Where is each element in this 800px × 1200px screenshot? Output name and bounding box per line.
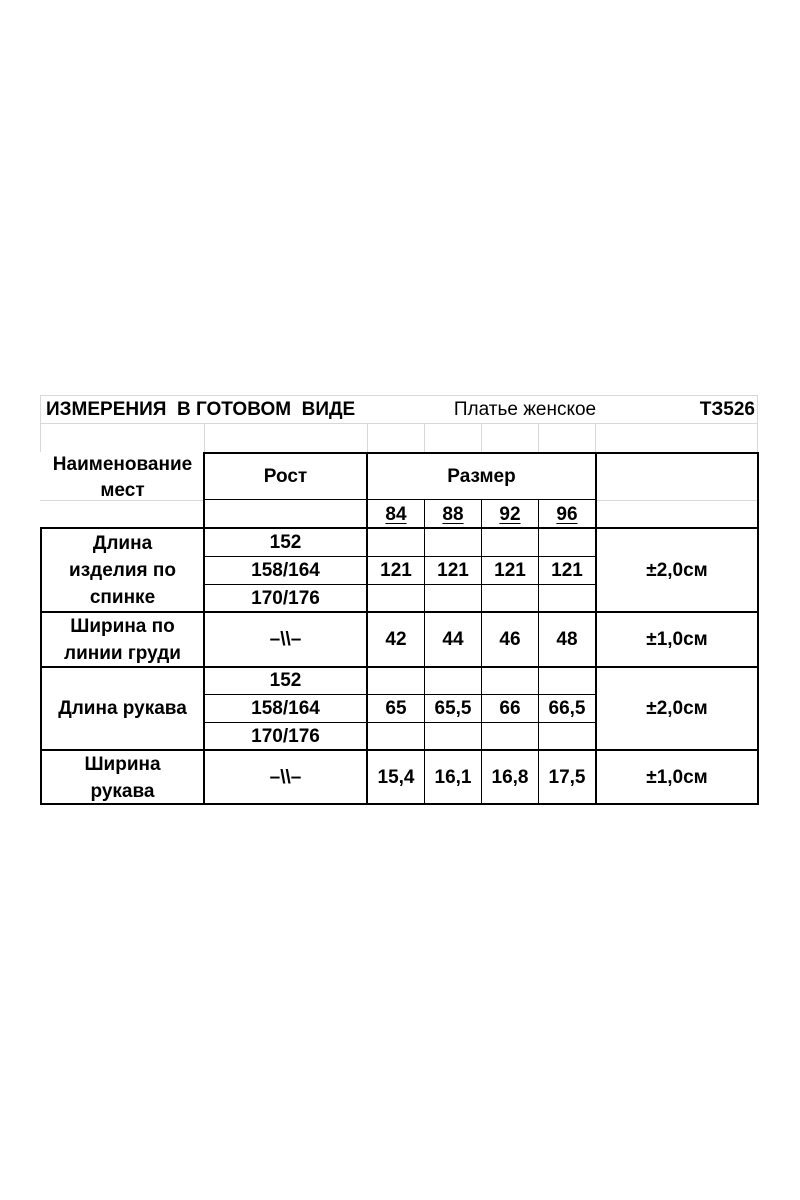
height-value: 158/164 xyxy=(251,698,320,719)
size-label: 88 xyxy=(442,504,464,525)
article-number: ТЗ526 xyxy=(699,399,755,420)
product-name: Платье женское xyxy=(453,399,597,420)
table-border xyxy=(204,452,759,454)
measure-value: 121 xyxy=(551,560,583,581)
tolerance-value: ±1,0см xyxy=(646,767,708,788)
size-label: 92 xyxy=(499,504,521,525)
measure-value: 16,1 xyxy=(434,767,472,788)
column-header-name: Наименование xyxy=(52,454,193,475)
measure-value: 121 xyxy=(437,560,469,581)
column-header-height: Рост xyxy=(263,466,308,487)
measure-value: 15,4 xyxy=(377,767,415,788)
measure-value: 48 xyxy=(556,629,578,650)
grid-line xyxy=(481,423,482,452)
measure-value: 65 xyxy=(385,698,407,719)
grid-line xyxy=(40,423,758,424)
grid-line xyxy=(204,423,205,452)
measure-value: 17,5 xyxy=(548,767,586,788)
measure-value: 65,5 xyxy=(434,698,472,719)
row-name: изделия по xyxy=(69,560,176,581)
grid-line xyxy=(538,423,539,452)
measure-value: 16,8 xyxy=(491,767,529,788)
height-value: –\\– xyxy=(269,767,302,788)
grid-line xyxy=(424,423,425,452)
row-name: Длина xyxy=(92,533,153,554)
tolerance-value: ±2,0см xyxy=(646,560,708,581)
row-name: линии груди xyxy=(64,643,181,664)
row-name: Ширина по xyxy=(70,616,175,637)
row-name: Ширина xyxy=(84,754,161,775)
size-label: 84 xyxy=(385,504,407,525)
measure-value: 121 xyxy=(380,560,412,581)
grid-line xyxy=(595,500,758,501)
column-header-name: мест xyxy=(100,480,145,501)
measure-value: 42 xyxy=(385,629,407,650)
sheet-title: ИЗМЕРЕНИЯ В ГОТОВОМ ВИДЕ xyxy=(46,399,356,420)
grid-line xyxy=(40,395,41,452)
measure-value: 66 xyxy=(499,698,521,719)
measure-value: 66,5 xyxy=(548,698,586,719)
tolerance-value: ±2,0см xyxy=(646,698,708,719)
measure-value: 121 xyxy=(494,560,526,581)
table-border xyxy=(757,452,759,805)
height-value: 170/176 xyxy=(251,726,320,747)
column-header-size: Размер xyxy=(447,466,516,487)
grid-line xyxy=(367,423,368,452)
height-value: 158/164 xyxy=(251,560,320,581)
height-value: 170/176 xyxy=(251,588,320,609)
grid-line xyxy=(595,423,596,452)
height-value: 152 xyxy=(269,532,302,553)
grid-line xyxy=(757,395,758,452)
row-name: спинке xyxy=(89,587,156,608)
measure-value: 46 xyxy=(499,629,521,650)
row-name: Длина рукава xyxy=(58,698,187,719)
size-label: 96 xyxy=(556,504,578,525)
tolerance-value: ±1,0см xyxy=(646,629,708,650)
height-value: –\\– xyxy=(269,629,302,650)
measure-value: 44 xyxy=(442,629,464,650)
height-value: 152 xyxy=(269,670,302,691)
row-name: рукава xyxy=(90,781,155,802)
